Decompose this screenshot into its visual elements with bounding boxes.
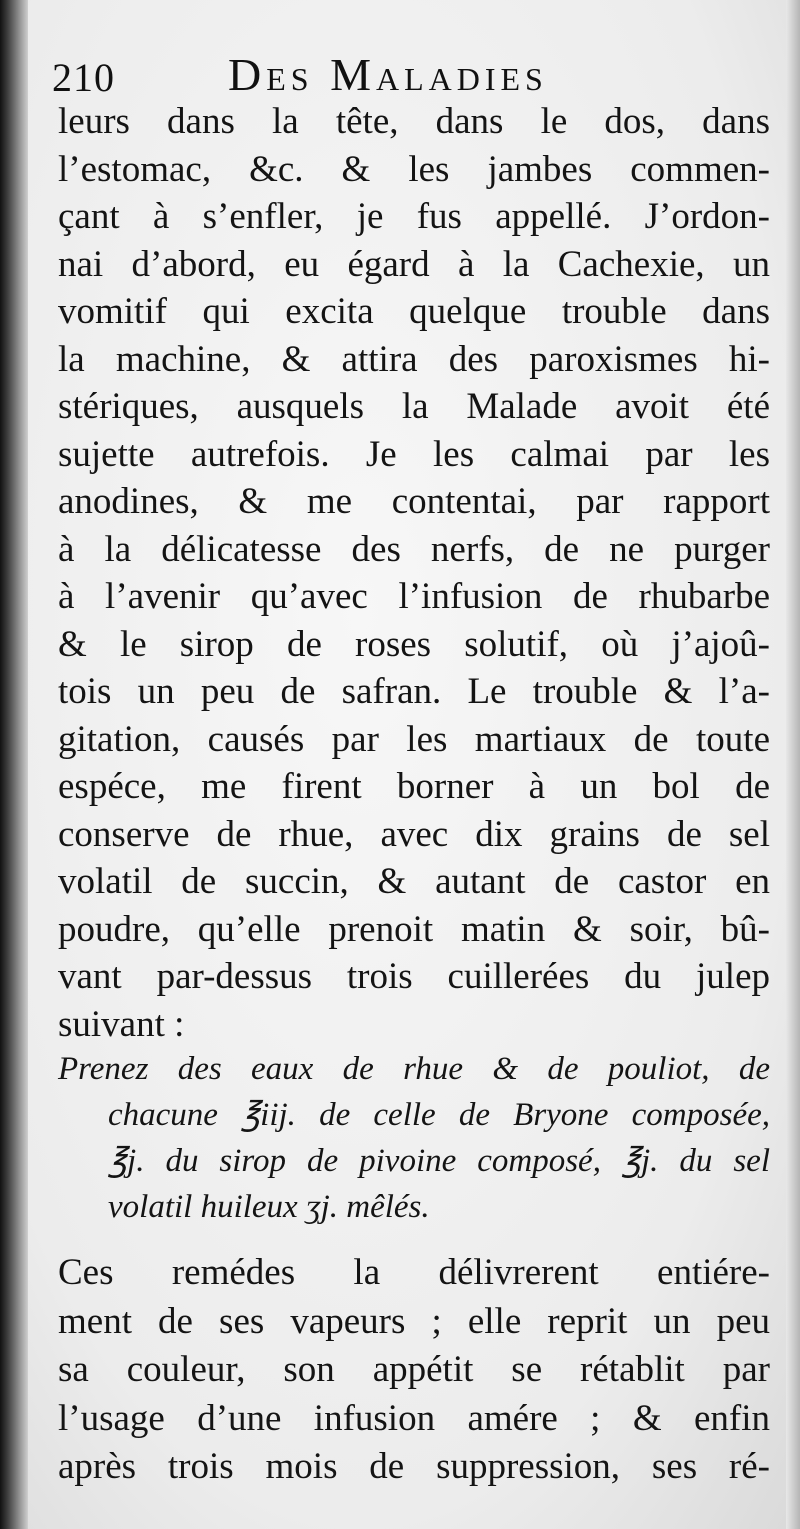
page-number: 210 bbox=[52, 55, 115, 100]
text-line: leurs dans la tête, dans le dos, dans bbox=[58, 101, 770, 142]
text-line: vomitif qui excita quelque trouble dans bbox=[58, 291, 770, 332]
text-line: la machine, & attira des paroxismes hi- bbox=[58, 338, 770, 380]
text-line: Ces remédes la délivrerent entiére- bbox=[58, 1252, 770, 1293]
text-line: tois un peu de safran. Le trouble & l’a- bbox=[58, 671, 770, 712]
body-paragraph bbox=[58, 98, 770, 1048]
text-line: volatil de succin, & autant de castor en bbox=[58, 861, 770, 902]
prescription-line: ℥j. du sirop de pivoine composé, ℥j. du sel bbox=[108, 1143, 770, 1179]
text-line: poudre, qu’elle prenoit matin & soir, bû- bbox=[58, 908, 770, 950]
text-line: sa couleur, son appétit se rétablit par bbox=[58, 1349, 770, 1390]
text-line: çant à s’enfler, je fus appellé. J’ordon- bbox=[58, 196, 770, 237]
text-line: ment de ses vapeurs ; elle reprit un peu bbox=[58, 1300, 770, 1342]
prescription-line: volatil huileux ʒj. mêlés. bbox=[108, 1189, 430, 1225]
text-line: espéce, me firent borner à un bol de bbox=[58, 766, 770, 807]
prescription-block bbox=[58, 1046, 770, 1230]
running-title: Des Maladies bbox=[228, 49, 548, 100]
page-header bbox=[52, 48, 752, 100]
text-line: l’usage d’une infusion amére ; & enfin bbox=[58, 1397, 770, 1439]
text-line: gitation, causés par les martiaux de toute bbox=[58, 718, 770, 760]
page-gutter-shadow bbox=[0, 0, 28, 1529]
prescription-line: chacune ℥iij. de celle de Bryone composée, bbox=[108, 1097, 770, 1133]
text-line: & le sirop de roses solutif, où j’ajoû- bbox=[58, 623, 770, 665]
text-line: après trois mois de suppression, ses ré- bbox=[58, 1446, 770, 1487]
text-line: vant par-dessus trois cuillerées du julep bbox=[58, 956, 770, 997]
text-line: nai d’abord, eu égard à la Cachexie, un bbox=[58, 243, 770, 285]
text-line: conserve de rhue, avec dix grains de sel bbox=[58, 813, 770, 855]
prescription-line: Prenez des eaux de rhue & de pouliot, de bbox=[58, 1051, 770, 1087]
text-line: suivant : bbox=[58, 1003, 185, 1045]
text-line: anodines, & me contentai, par rapport bbox=[58, 481, 770, 522]
closing-paragraph bbox=[58, 1249, 770, 1492]
page-edge bbox=[786, 0, 800, 1529]
text-line: stériques, ausquels la Malade avoit été bbox=[58, 386, 770, 427]
text-line: à l’avenir qu’avec l’infusion de rhubarbe bbox=[58, 576, 770, 617]
text-line: à la délicatesse des nerfs, de ne purger bbox=[58, 528, 770, 570]
text-line: sujette autrefois. Je les calmai par les bbox=[58, 433, 770, 475]
text-line: l’estomac, &c. & les jambes commen- bbox=[58, 148, 770, 190]
